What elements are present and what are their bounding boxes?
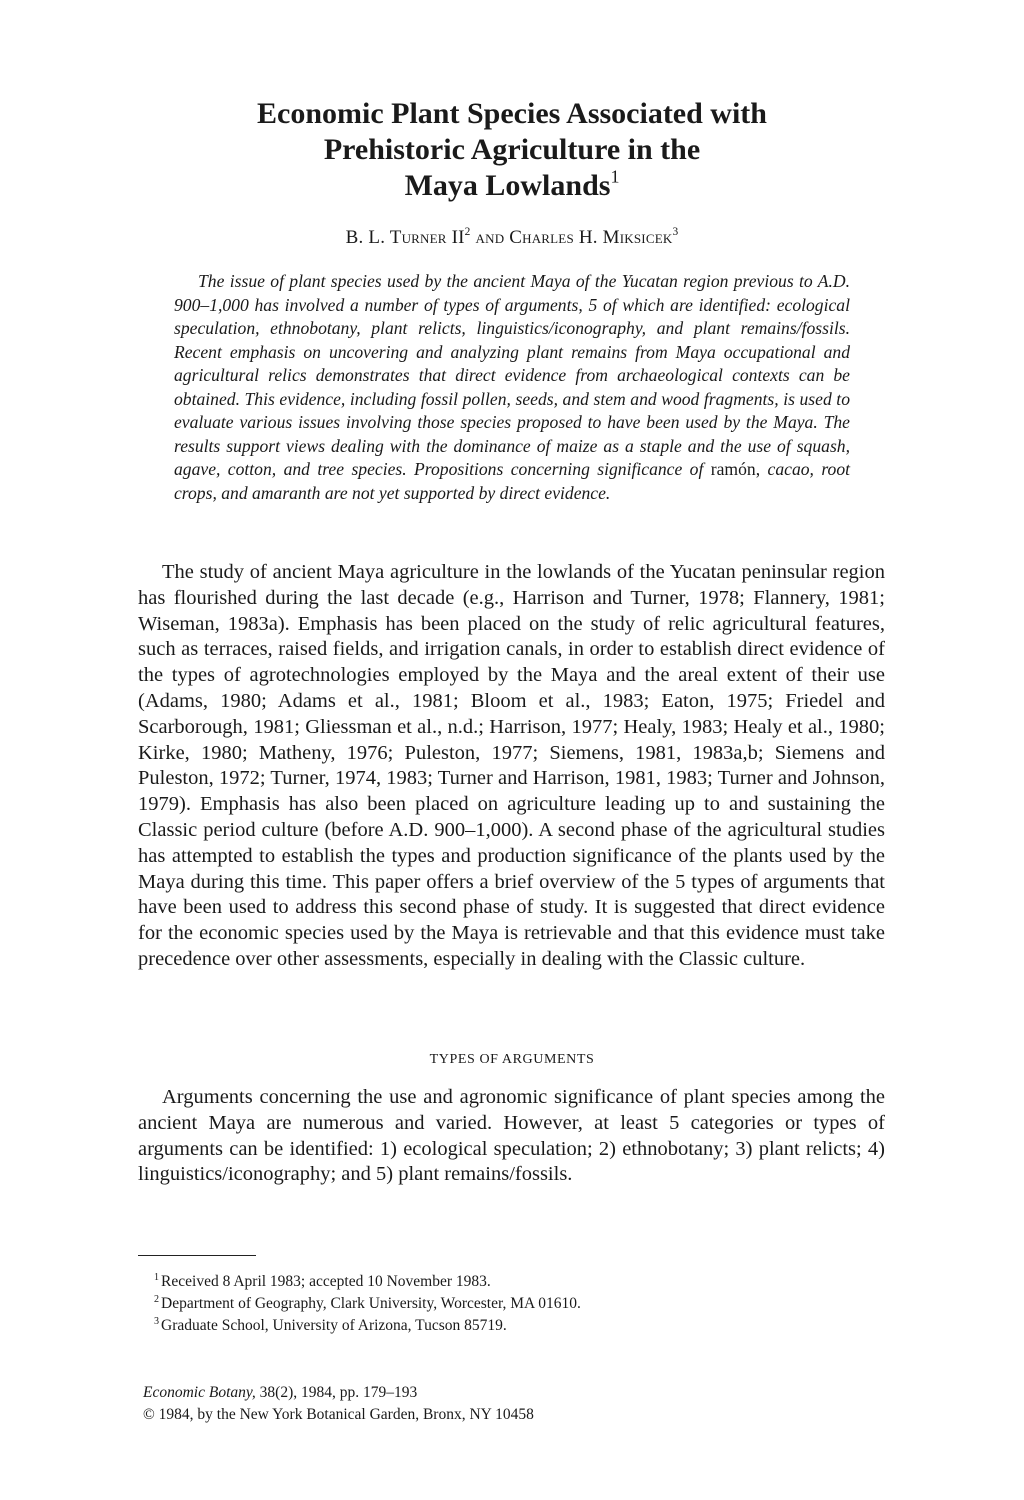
citation-line — [143, 1382, 534, 1404]
footnotes — [154, 1271, 854, 1337]
footnote-1-mark: 1 — [154, 1272, 160, 1284]
body-paragraph-1: The study of ancient Maya agriculture in the lowlands of the Yucatan peninsular region has flourished during the last decade (e.g., Harrison and Turner, 1978; Flannery, 1981; Wiseman, 1983a). Emphasis has been placed on the study of relic agricultural features, such as terraces, raised fields, and irrigation canals, in order to establish direct evidence of the types of agrotechnologies employed by the Maya and the areal extent of their use (Adams, 1980; Adams et al., 1981; Bloom et al., 1983; Eaton, 1975; Friedel and Scarborough, 1981; Gliessman et al., n.d.; Harrison, 1977; Healy, 1983; Healy et al., 1980; Kirke, 1980; Matheny, 1976; Puleston, 1977; Siemens, 1981, 1983a,b; Siemens and Puleston, 1972; Turner, 1974, 1983; Turner and Harrison, 1981, 1983; Turner and Johnson, 1979). Emphasis has also been placed on agriculture leading up to and sustaining the Classic period culture (before A.D. 900–1,000). A second phase of the agricultural studies has attempted to establish the types and production significance of the plants used by the Maya during this time. This paper offers a brief overview of the 5 types of arguments that have been used to address this second phase of study. It is suggested that direct evidence for the economic species used by the Maya is retrievable and that this evidence must take precedence over other assessments, especially in dealing with the Classic culture. — [138, 561, 885, 970]
author-2-mark: 3 — [672, 226, 679, 239]
author-1-mark: 2 — [464, 226, 471, 239]
copyright-line: © 1984, by the New York Botanical Garden, Bronx, NY 10458 — [143, 1406, 534, 1423]
section-heading: TYPES OF ARGUMENTS — [429, 1052, 595, 1067]
footnote-3-text: Graduate School, University of Arizona, Tucson 85719. — [161, 1317, 507, 1334]
footnote-2 — [154, 1293, 854, 1315]
journal-name: Economic Botany, — [143, 1384, 256, 1401]
author-2: Charles H. Miksicek — [509, 227, 673, 248]
title-line-1: Economic Plant Species Associated with — [257, 97, 767, 130]
author-line — [0, 227, 1024, 249]
citation-details: 38(2), 1984, pp. 179–193 — [259, 1384, 418, 1401]
footnote-divider — [138, 1255, 256, 1256]
footnote-1 — [154, 1271, 854, 1293]
title-line-3-text: Maya Lowlands — [404, 169, 611, 202]
author-joiner: and — [475, 227, 505, 248]
author-1: B. L. Turner II — [345, 227, 465, 248]
footnote-2-text: Department of Geography, Clark University, Worcester, MA 01610. — [161, 1295, 581, 1312]
footnote-1-text: Received 8 April 1983; accepted 10 November 1983. — [161, 1273, 491, 1290]
footnote-3 — [154, 1315, 854, 1337]
journal-citation — [143, 1382, 534, 1426]
body-paragraph-2: Arguments concerning the use and agronomic significance of plant species among the ancient Maya are numerous and varied. However, at least 5 categories or types of arguments can be identified: 1) ecological speculation; 2) ethnobotany; 3) plant relicts; 4) linguistics/iconography; and 5) plant remains/fossils. — [138, 1086, 885, 1186]
abstract-upright-word: ramón, — [710, 459, 761, 479]
footnote-2-mark: 2 — [154, 1294, 160, 1306]
title-line-2: Prehistoric Agriculture in the — [323, 133, 701, 166]
title-line-3 — [0, 168, 1024, 204]
footnote-3-mark: 3 — [154, 1316, 160, 1328]
abstract-text-end: cacao, root crops, and amaranth are not yet supported by direct evidence. — [174, 459, 851, 503]
article-title — [0, 96, 1024, 204]
abstract-text: The issue of plant species used by the ancient Maya of the Yucatan region previous to A.D. 900–1,000 has involved a number of types of arguments, 5 of which are identified: ecological speculation, ethnobotany, plant relicts, linguistics/iconography, and plant remains/fossils. Recent emphasis on uncovering and analyzing plant remains from Maya occupational and agricultural relics demonstrates that direct evidence from archaeological contexts can be obtained. This evidence, including fossil pollen, seeds, and stem and wood fragments, is used to evaluate various issues involving those species proposed to have been used by the Maya. The results support views dealing with the dominance of maize as a staple and the use of squash, agave, cotton, and tree species. Propositions concerning significance of — [174, 271, 850, 479]
abstract — [174, 270, 850, 505]
title-footnote-mark: 1 — [610, 166, 620, 187]
